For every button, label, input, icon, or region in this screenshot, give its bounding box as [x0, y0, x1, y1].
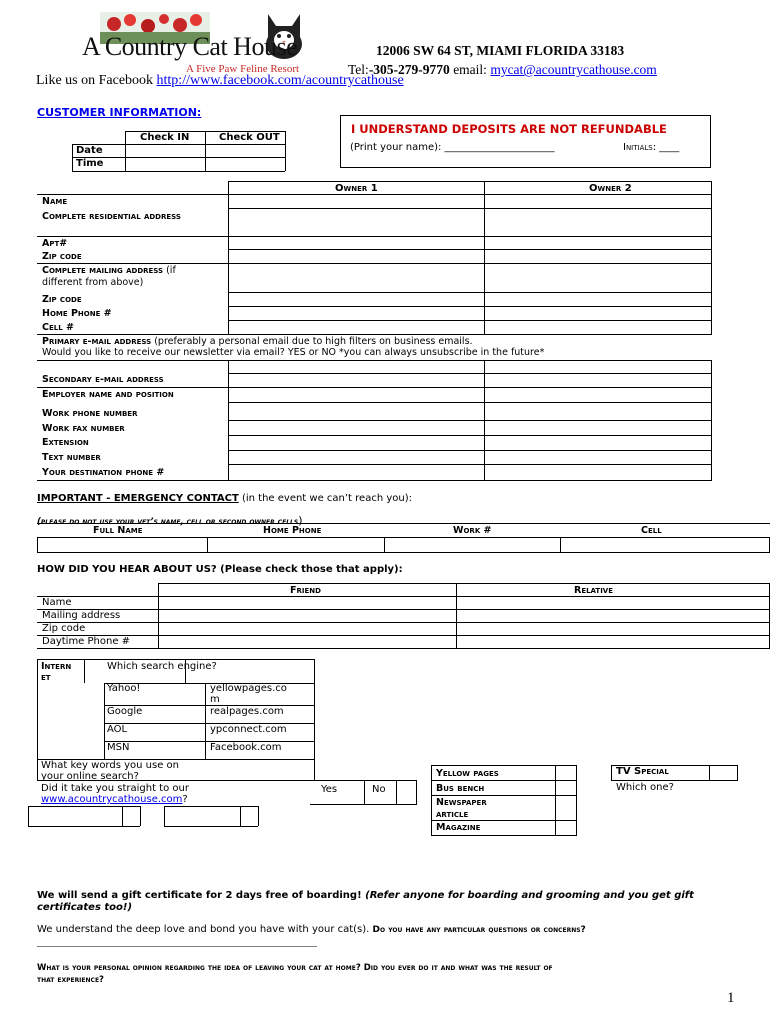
site-ypconnect[interactable]: ypconnect.com — [210, 724, 287, 735]
field-email-note: (preferably a personal email due to high filters on business emails. — [151, 336, 473, 347]
site-facebook[interactable]: Facebook.com — [210, 742, 282, 753]
field-secondary-email: Secondary e-mail address — [42, 374, 164, 385]
date-label: Date — [76, 145, 103, 156]
gift-italic2: certificates too!) — [37, 902, 133, 913]
emergency-title: IMPORTANT - EMERGENCY CONTACT — [37, 493, 239, 504]
internet-label-b: et — [41, 672, 51, 683]
field-mailing — [42, 265, 176, 276]
field-destination: Your destination phone # — [42, 467, 165, 478]
email-label: email: — [449, 62, 491, 77]
no-checkbox[interactable] — [397, 781, 415, 803]
customer-heading: CUSTOMER INFORMATION: — [37, 106, 202, 119]
facebook-line — [36, 73, 404, 89]
field-address: Complete residential address — [42, 211, 181, 222]
check-out-date-field[interactable] — [206, 145, 284, 156]
keywords-question — [41, 760, 179, 782]
owner2-name-input[interactable] — [485, 195, 710, 207]
emergency-col-cell: Cell — [641, 525, 662, 536]
field-mailing-label: Complete mailing address — [42, 265, 164, 276]
hear-row-name: Name — [42, 597, 72, 608]
logo-tagline: A Five Paw Feline Resort — [186, 63, 300, 75]
field-apt: Apt# — [42, 238, 68, 249]
field-email — [42, 336, 473, 347]
field-mailing-note: (if — [163, 265, 176, 276]
email-link[interactable]: mycat@acountrycathouse.com — [490, 62, 657, 77]
time-label: Time — [76, 158, 104, 169]
yes-option[interactable]: Yes — [321, 784, 338, 795]
website-link[interactable]: www.acountrycathouse.com — [41, 794, 183, 805]
deposit-box — [340, 115, 711, 168]
emergency-col-work: Work # — [453, 525, 492, 536]
hear-heading: HOW DID YOU HEAR ABOUT US? (Please check those that apply): — [37, 564, 403, 575]
tel-label: Tel: — [348, 62, 369, 77]
check-in-time-field[interactable] — [126, 158, 204, 170]
field-text-number: Text number — [42, 452, 101, 463]
emergency-subnote-close: ) — [298, 514, 303, 527]
site-yellowpages-b: m — [210, 694, 220, 705]
hear-row-phone: Daytime Phone # — [42, 636, 131, 647]
facebook-label: Like us on Facebook — [36, 73, 157, 88]
site-yellowpages-a: yellowpages.co — [210, 683, 287, 694]
engine-google[interactable]: Google — [107, 706, 143, 717]
straight-a: Did it take you straight to our — [41, 783, 189, 794]
keywords-a: What key words you use on — [41, 760, 179, 771]
opinion-b: that experience? — [37, 975, 104, 985]
header-address: 12006 SW 64 ST, MIAMI FLORIDA 33183 — [376, 43, 625, 58]
emergency-col-home-phone: Home Phone — [263, 525, 322, 536]
newsletter-question: Would you like to receive our newsletter via email? YES or NO *you can always unsubscribe in the future* — [42, 347, 545, 358]
gift-italic: (Refer anyone for boarding and grooming and you get gift — [361, 890, 694, 901]
initials-field[interactable] — [623, 142, 679, 153]
field-email-label: Primary e-mail address — [42, 336, 152, 347]
field-home-phone: Home Phone # — [42, 308, 112, 319]
check-out-header: Check OUT — [219, 132, 280, 143]
emergency-work-input[interactable] — [385, 538, 559, 551]
field-name: Name — [42, 196, 68, 207]
engine-yahoo[interactable]: Yahoo! — [107, 683, 141, 694]
newspaper-b: article — [436, 809, 469, 820]
extra-checkbox-2[interactable] — [241, 807, 257, 825]
newspaper-a: Newspaper — [436, 797, 487, 808]
yes-checkbox[interactable] — [365, 781, 395, 803]
emergency-col-full-name: Full Name — [93, 525, 143, 536]
relative-header: Relative — [574, 585, 614, 596]
field-work-fax: Work fax number — [42, 423, 125, 434]
relative-name-input[interactable] — [457, 597, 768, 608]
field-extension: Extension — [42, 437, 89, 448]
initials-label: Initials: ____ — [623, 142, 680, 153]
page-number: 1 — [727, 990, 735, 1006]
site-realpages[interactable]: realpages.com — [210, 706, 284, 717]
print-name-field[interactable]: (Print your name): ______________________ — [350, 142, 555, 153]
newspaper-option[interactable] — [436, 797, 487, 821]
bus-bench-option[interactable]: Bus bench — [436, 783, 485, 794]
field-zip2: Zip code — [42, 294, 82, 305]
keywords-b: your online search? — [41, 771, 139, 782]
owner1-address-input[interactable] — [229, 209, 483, 235]
opinion-a: What is your personal opinion regarding the idea of leaving your cat at home? Did you ever do it and what was the result of — [37, 963, 553, 973]
friend-name-input[interactable] — [159, 597, 455, 608]
owner1-name-input[interactable] — [229, 195, 483, 207]
field-cell: Cell # — [42, 322, 74, 333]
owner1-header: Owner 1 — [335, 183, 378, 194]
emergency-cell-input[interactable] — [561, 538, 768, 551]
field-mailing-note2: different from above) — [42, 277, 144, 288]
internet-label — [41, 661, 71, 683]
answer-line[interactable]: ________________________________________________________________________________ — [37, 939, 317, 947]
extra-checkbox-1[interactable] — [123, 807, 139, 825]
internet-label-a: Intern — [41, 661, 72, 672]
hear-row-mailing: Mailing address — [42, 610, 121, 621]
logo — [82, 10, 310, 78]
field-employer: Employer name and position — [42, 389, 174, 400]
deposit-title: I UNDERSTAND DEPOSITS ARE NOT REFUNDABLE — [351, 122, 667, 136]
logo-title: A Country Cat House — [82, 32, 298, 61]
check-in-date-field[interactable] — [126, 145, 204, 156]
owner2-header: Owner 2 — [589, 183, 632, 194]
love-text: We understand the deep love and bond you have with your cat(s). — [37, 924, 373, 935]
extra-field-1[interactable] — [29, 807, 121, 825]
site-yellowpages[interactable] — [210, 683, 287, 705]
magazine-option[interactable]: Magazine — [436, 822, 481, 833]
hear-row-zip: Zip code — [42, 623, 86, 634]
which-one-label: Which one? — [616, 782, 674, 793]
friend-header: Friend — [290, 585, 321, 596]
emergency-heading — [37, 493, 412, 504]
engine-aol[interactable]: AOL — [107, 724, 128, 735]
engine-msn[interactable]: MSN — [107, 742, 130, 753]
check-out-time-field[interactable] — [206, 158, 284, 170]
field-work-phone: Work phone number — [42, 408, 138, 419]
yellow-pages-option[interactable]: Yellow pages — [436, 768, 499, 779]
gift-note — [37, 890, 737, 914]
emergency-note: (in the event we can’t reach you): — [238, 493, 412, 504]
no-option[interactable]: No — [372, 784, 386, 795]
straight-end: ? — [182, 794, 188, 805]
love-question: Do you have any particular questions or concerns? — [372, 925, 586, 935]
extra-field-2[interactable] — [165, 807, 239, 825]
emergency-home-phone-input[interactable] — [208, 538, 383, 551]
tel-number: -305-279-9770 — [368, 62, 450, 77]
straight-question — [41, 783, 189, 805]
owner2-address-input[interactable] — [485, 209, 710, 235]
emergency-subnote-text: (please do not use your vet’s name, cell or second owner cells — [37, 517, 299, 527]
gift-text: We will send a gift certificate for 2 days free of boarding! — [37, 890, 362, 901]
emergency-full-name-input[interactable] — [38, 538, 206, 551]
tv-special-option[interactable]: TV Special — [616, 766, 669, 777]
love-note — [37, 924, 586, 935]
field-zip: Zip code — [42, 251, 82, 262]
check-in-header: Check IN — [140, 132, 190, 143]
facebook-link[interactable]: http://www.facebook.com/acountrycathouse — [156, 73, 404, 88]
opinion-question — [37, 962, 553, 986]
search-engine-question: Which search engine? — [107, 661, 217, 672]
